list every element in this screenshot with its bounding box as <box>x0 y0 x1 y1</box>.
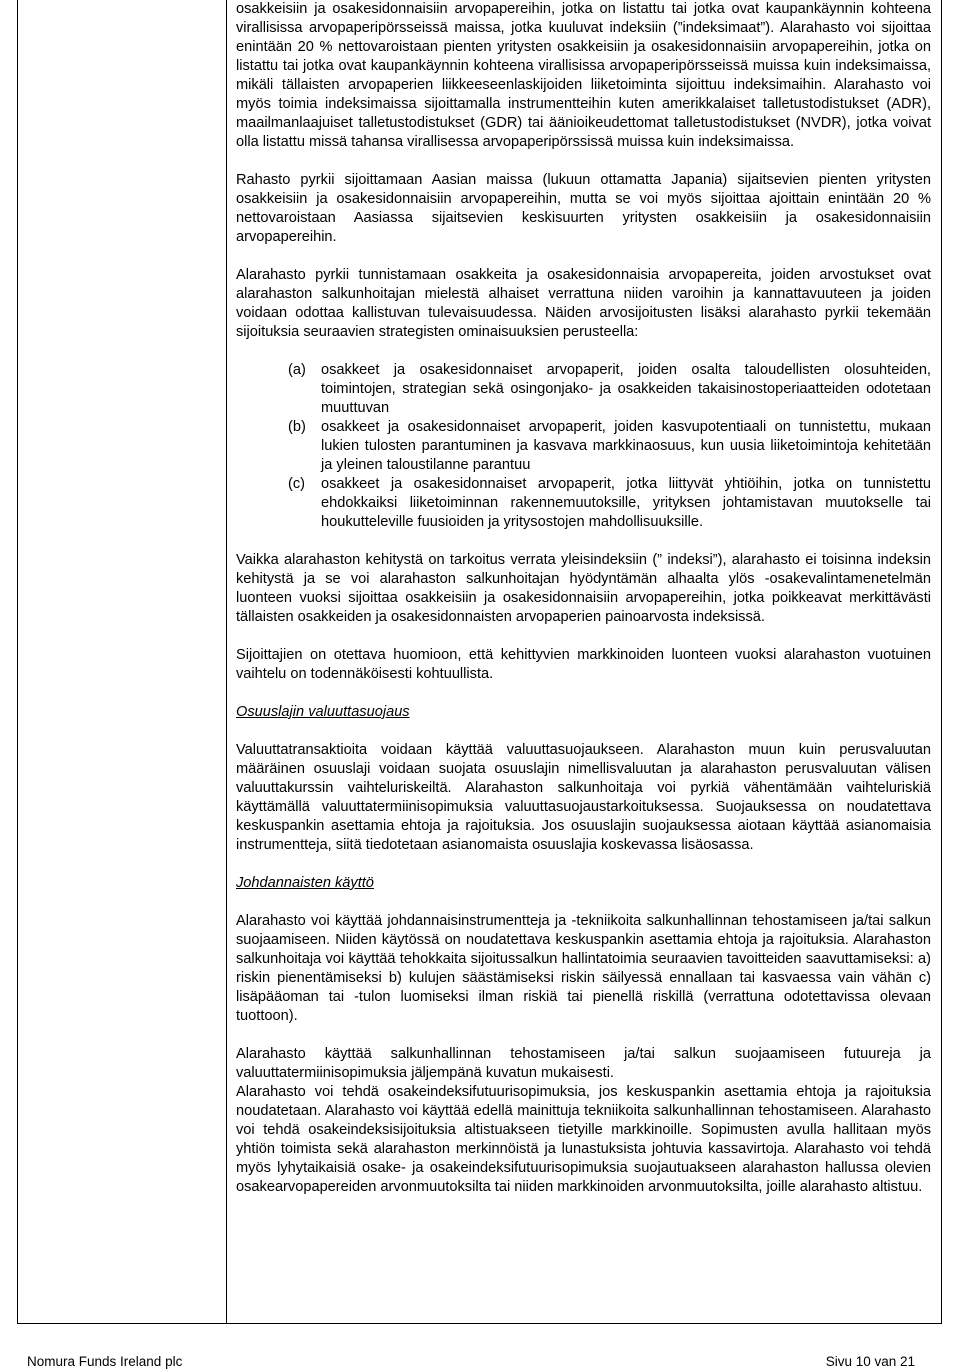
list-marker: (b) <box>288 419 306 435</box>
list-item <box>236 475 931 532</box>
section-heading-text: Osuuslajin valuuttasuojaus <box>236 704 410 720</box>
list-marker: (c) <box>288 476 306 492</box>
paragraph: Vaikka alarahaston kehitystä on tarkoitus verrata yleisindeksiin (” indeksi”), alarahasto ei toisinna indeksin kehitystä ja se voi alarahaston salkunhoitajan hyödyntämän alhaalta ylös -osakevalintamenetelmän luonteen vuoksi sijoittaa osakkeisiin ja osakesidonnaisiin arvopapereihin, jotka poikkeavat merkittävästi tällaisten osakkeiden ja osakesidonnaisten arvopaperien painoarvosta indeksissä. <box>236 552 931 625</box>
list-item-text: osakkeet ja osakesidonnaiset arvopaperit, joiden osalta taloudellisten olosuhteiden, toimintojen, strategian sekä osingonjako- ja osakkeiden takaisinostoperiaatteiden odotetaan muuttuvan <box>321 362 931 416</box>
paragraph: Alarahasto voi tehdä osakeindeksifutuurisopimuksia, jos keskuspankin asettamia ehtoja ja rajoituksia noudatetaan. Alarahasto voi käyttää edellä mainittuja tekniikoita salkunhallinnan tehostamiseen. Alarahasto voi tehdä osakeindeksisijoituksia altistuakseen tietyille markkinoille. Sopimusten avulla hallitaan myös yhtiön toimista sekä alarahaston merkinnöistä ja lunastuksista johtuvia kassavirtoja. Alarahasto voi tehdä myös lyhytaikaisiä osake- ja osakeindeksifutuurisopimuksia suojautuakseen alarahaston hallussa olevien osakearvopapereiden arvonmuutoksilta tai niiden markkinoiden arvonmuutoksilta, joille alarahasto altistuu. <box>236 1084 931 1195</box>
paragraph: osakkeisiin ja osakesidonnaisiin arvopapereihin, jotka on listattu tai jotka ovat kaupankäynnin kohteena virallisissa arvopaperipörsseissä maissa, jotka kuuluvat indeksiin (”indeksimaat”). Alarahasto voi sijoittaa enintään 20 % nettovaroistaan pienten yritysten osakkeisiin ja osakesidonnaisiin arvopapereihin, jotka on listattu tai jotka ovat kaupankäynnin kohteena virallisissa arvopaperipörsseissä muissa kuin indeksimaissa, mikäli tällaisten arvopaperien liikkeeseenlaskijoiden liiketoiminta sijoittuu indeksimaihin. Alarahasto voi myös toimia indeksimaissa sijoittamalla instrumentteihin kuten amerikkalaiset talletustodistukset (ADR), maailmanlaajuiset talletustodistukset (GDR) tai äänioikeudettomat talletustodistukset (NVDR), jotka voivat olla listattu missä tahansa virallisessa arvopaperipörssissä muissa kuin indeksimaissa. <box>236 1 931 150</box>
list-item-text: osakkeet ja osakesidonnaiset arvopaperit, joiden kasvupotentiaali on tunnistettu, mukaan lukien tulosten parantuminen ja kasvava markkinaosuus, kun uusia liiketoimintoja kehitetään ja yleinen taloustilanne parantuu <box>321 419 931 473</box>
list-item <box>236 361 931 418</box>
column-divider <box>226 0 227 1324</box>
paragraph: Alarahasto käyttää salkunhallinnan tehostamiseen ja/tai salkun suojaamiseen futuureja ja valuuttatermiinisopimuksia jäljempänä kuvatun mukaisesti. <box>236 1046 931 1081</box>
paragraph: Alarahasto pyrkii tunnistamaan osakkeita ja osakesidonnaisia arvopapereita, joiden arvostukset ovat alarahaston salkunhoitajan mielestä alhaiset verrattuna niiden varoihin ja kannattavuuteen ja joiden voidaan odottaa kallistuvan tulevaisuudessa. Näiden arvosijoitusten lisäksi alarahasto pyrkii tekemään sijoituksia seuraavien strategisten ominaisuuksien perusteella: <box>236 267 931 340</box>
footer-page-number: Sivu 10 van 21 <box>825 1354 915 1369</box>
paragraph: Alarahasto voi käyttää johdannaisinstrumentteja ja -tekniikoita salkunhallinnan tehostamiseen ja/tai salkun suojaamiseen. Niiden käytössä on noudatettava keskuspankin asettamia ehtoja ja rajoituksia. Alarahaston salkunhoitaja voi käyttää tehokkaita sijoitussalkun hallintatoimia seuraavien tavoitteiden saavuttamiseksi: a) riskin pienentämiseksi b) kulujen säästämiseksi riskin säilyessä ennallaan tai kasvaessa vain vähän c) lisäpääoman tai -tulon luomiseksi ilman riskiä tai pienellä riskillä (verrattuna odotettavissa olevaan tuottoon). <box>236 913 931 1024</box>
paragraph: Sijoittajien on otettava huomioon, että kehittyvien markkinoiden luonteen vuoksi alarahaston vuotuinen vaihtelu on todennäköisesti kohtuullista. <box>236 647 931 682</box>
paragraph: Valuuttatransaktioita voidaan käyttää valuuttasuojaukseen. Alarahaston muun kuin perusvaluutan määräinen osuuslaji voidaan suojata osuuslajin nimellisvaluutan ja alarahaston perusvaluutan välisen valuuttakurssin vaihteluriskeiltä. Alarahaston salkunhoitaja voi pyrkiä vähentämään vaihteluriskiä käyttämällä valuuttatermiinisopimuksia valuuttasuojaustarkoituksessa. Suojauksessa on noudatettava keskuspankin asettamia ehtoja ja rajoituksia. Jos osuuslajin suojauksessa aiotaan käyttää asianomaisia instrumentteja, siitä tiedotetaan asianomaista osuuslajia koskevassa lisäosassa. <box>236 742 931 853</box>
list-marker: (a) <box>288 362 306 378</box>
strategy-list <box>236 361 931 532</box>
page-footer <box>27 1354 915 1370</box>
footer-company: Nomura Funds Ireland plc <box>27 1354 183 1369</box>
section-heading-text: Johdannaisten käyttö <box>236 875 374 891</box>
paragraph: Rahasto pyrkii sijoittamaan Aasian maissa (lukuun ottamatta Japania) sijaitsevien pienten yritysten osakkeisiin ja osakesidonnaisiin arvopapereihin, mutta se voi myös sijoittaa ajoittain enintään 20 % nettovaroistaan Aasiassa sijaitsevien keskisuurten yritysten osakkeisiin ja osakesidonnaisiin arvopapereihin. <box>236 172 931 245</box>
section-heading <box>236 874 931 893</box>
document-body <box>236 0 931 1197</box>
list-item <box>236 418 931 475</box>
list-item-text: osakkeet ja osakesidonnaiset arvopaperit, jotka liittyvät yhtiöihin, jotka on tunnistettu ehdokkaiksi liiketoiminnan rakennemuutoksille, yrityksen johtamistavan muutokselle tai houkutteleville fuusioiden ja yritysostojen mahdollisuuksille. <box>321 476 931 530</box>
section-heading <box>236 703 931 722</box>
